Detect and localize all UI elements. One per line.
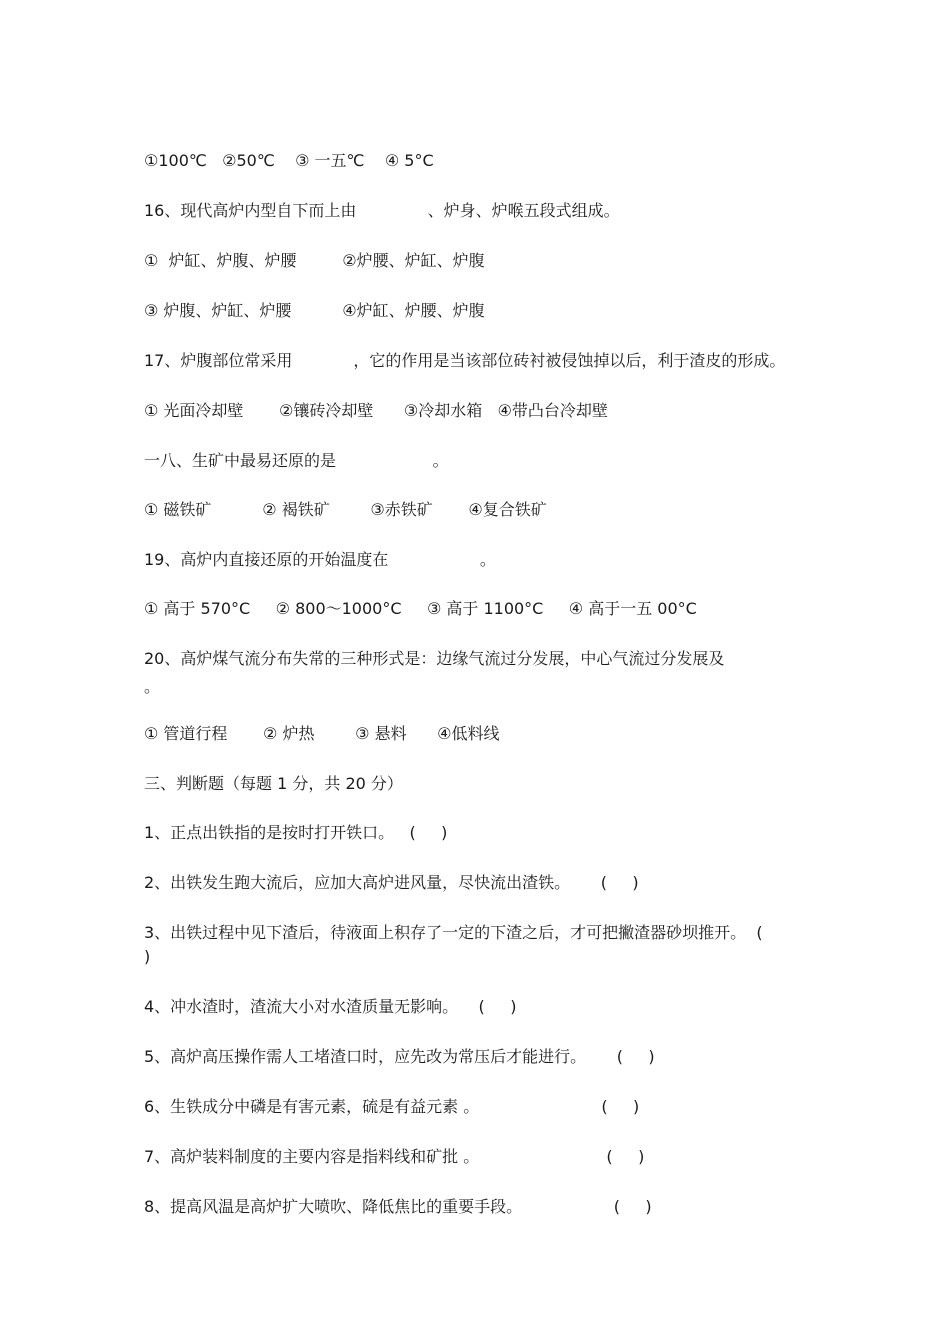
tf-7: 7、高炉装料制度的主要内容是指料线和矿批 。 ( ) (144, 1147, 645, 1166)
q17-options: ① 光面冷却壁 ②镶砖冷却壁 ③冷却水箱 ④带凸台冷却壁 (144, 401, 608, 420)
tf-1: 1、正点出铁指的是按时打开铁口。 ( ) (144, 823, 448, 842)
q19-options: ① 高于 570°C ② 800～1000°C ③ 高于 1100°C ④ 高于一五 00°C (144, 599, 697, 618)
tf-5: 5、高炉高压操作需人工堵渣口时，应先改为常压后才能进行。 ( ) (144, 1047, 655, 1066)
tf-4: 4、冲水渣时，渣流大小对水渣质量无影响。 ( ) (144, 997, 517, 1016)
q17-question: 17、炉腹部位常采用 ，它的作用是当该部位砖衬被侵蚀掉以后，利于渣皮的形成。 (144, 351, 786, 370)
q18-question: 一八、生矿中最易还原的是 。 (144, 451, 449, 470)
q16-options-row1: ① 炉缸、炉腹、炉腰 ②炉腰、炉缸、炉腹 (144, 251, 485, 270)
tf-3: 3、出铁过程中见下渣后，待液面上积存了一定的下渣之后，才可把撇渣器砂坝推开。 ( (144, 923, 763, 942)
tf-2: 2、出铁发生跑大流后，应加大高炉进风量，尽快流出渣铁。 ( ) (144, 873, 639, 892)
q19-question: 19、高炉内直接还原的开始温度在 。 (144, 550, 496, 569)
q20-options: ① 管道行程 ② 炉热 ③ 悬料 ④低料线 (144, 724, 500, 743)
q16-question: 16、现代高炉内型自下而上由 、炉身、炉喉五段式组成。 (144, 201, 620, 220)
section-3-heading: 三、判断题（每题 1 分，共 20 分） (144, 774, 403, 793)
q18-options: ① 磁铁矿 ② 褐铁矿 ③赤铁矿 ④复合铁矿 (144, 500, 547, 519)
tf-6: 6、生铁成分中磷是有害元素，硫是有益元素 。 ( ) (144, 1097, 640, 1116)
tf-3-end: ) (144, 947, 151, 966)
q15-options: ①100℃ ②50℃ ③ 一五℃ ④ 5°C (144, 151, 434, 170)
q20-question-end: 。 (144, 677, 161, 696)
tf-8: 8、提高风温是高炉扩大喷吹、降低焦比的重要手段。 ( ) (144, 1197, 652, 1216)
q16-options-row2: ③ 炉腹、炉缸、炉腰 ④炉缸、炉腰、炉腹 (144, 301, 485, 320)
q20-question: 20、高炉煤气流分布失常的三种形式是：边缘气流过分发展，中心气流过分发展及 (144, 649, 725, 668)
